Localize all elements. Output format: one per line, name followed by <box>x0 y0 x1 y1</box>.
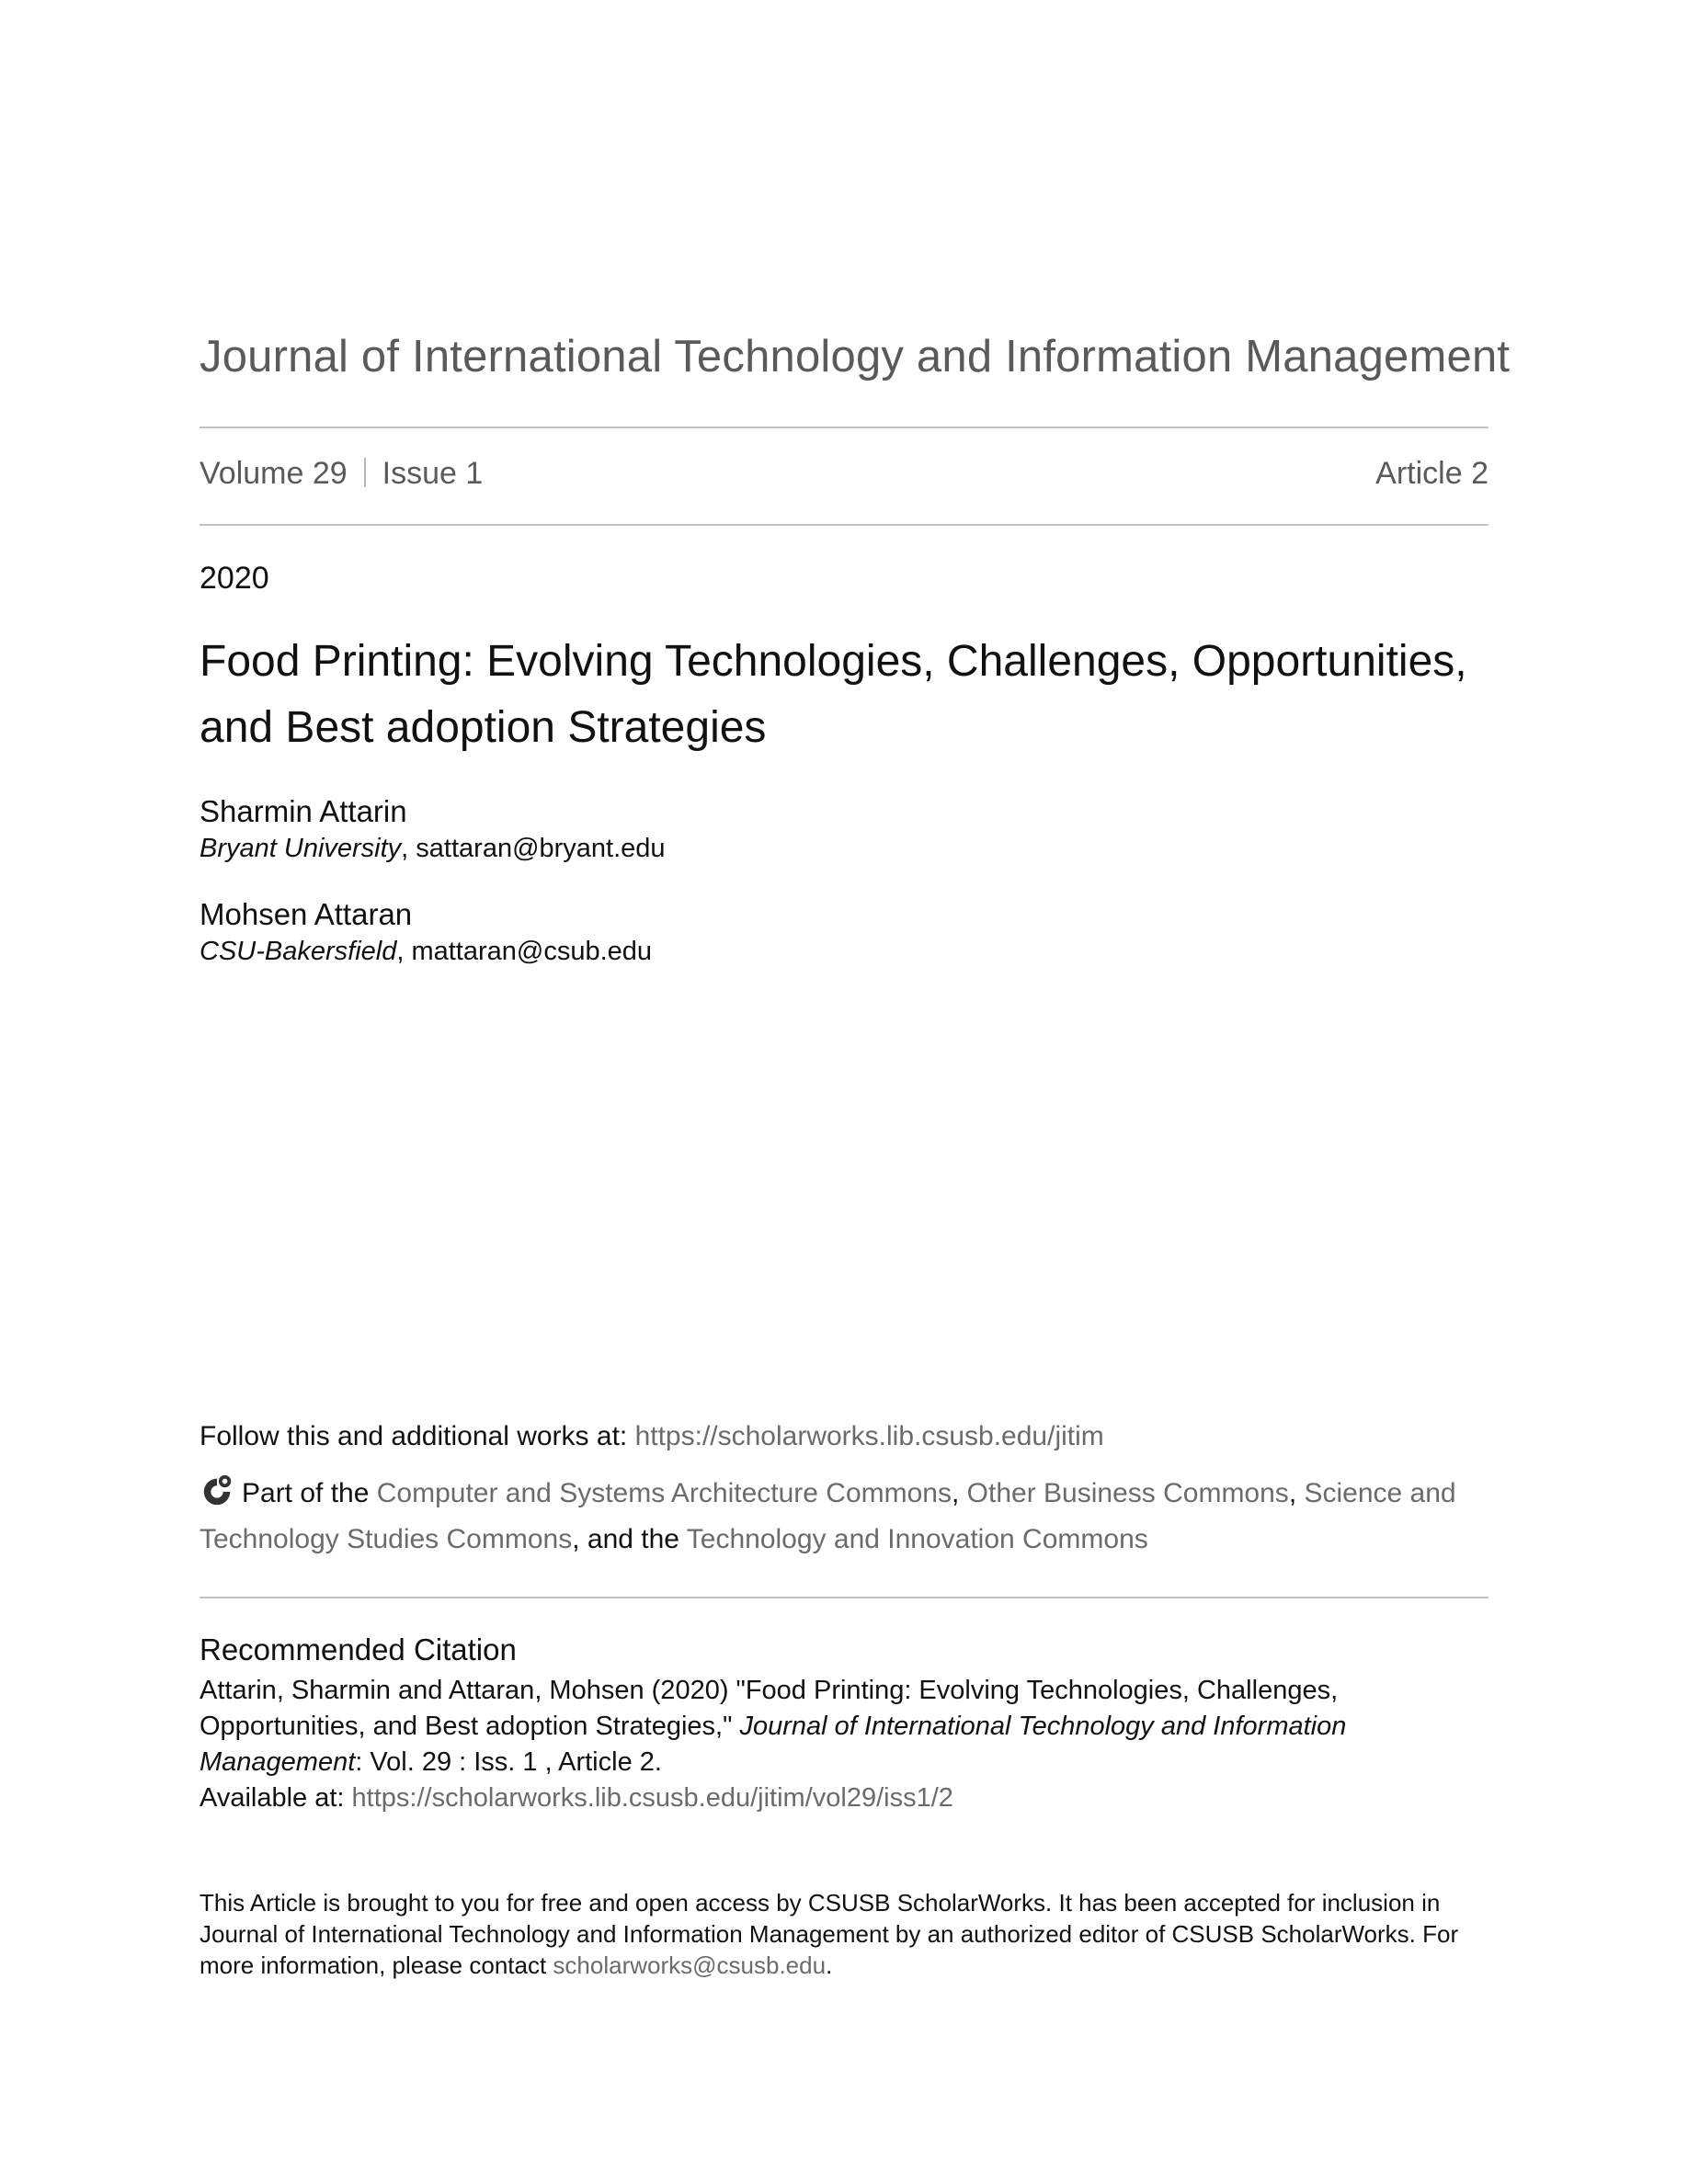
follow-label: Follow this and additional works at: <box>200 1421 635 1451</box>
separator-comma: , <box>952 1478 967 1508</box>
author-block <box>200 792 666 866</box>
author-institution: CSU-Bakersfield <box>200 937 397 966</box>
author-email: , sattaran@bryant.edu <box>401 834 666 863</box>
follow-line <box>200 1421 1104 1452</box>
author-name: Mohsen Attaran <box>200 897 413 931</box>
part-of-line <box>200 1471 1488 1563</box>
author-affiliation <box>200 831 666 866</box>
volume-link[interactable]: Volume 29 <box>200 456 348 491</box>
commons-link[interactable]: Computer and Systems Architecture Commons <box>376 1478 952 1508</box>
citation-body: Attarin, Sharmin and Attaran, Mohsen (2020) "Food Printing: Evolving Technologies, Challenges, Opportunities, and Best adoption Strategies," <box>200 1676 1339 1741</box>
divider-citation <box>200 1597 1488 1598</box>
issue-line <box>200 456 1488 492</box>
creative-commons-icon <box>200 1473 234 1507</box>
article-number: Article 2 <box>1375 456 1488 491</box>
author-email: , mattaran@csub.edu <box>396 937 653 966</box>
article-title: Food Printing: Evolving Technologies, Challenges, Opportunities, and Best adoption Strategies <box>200 637 1467 752</box>
divider-issue <box>200 524 1488 526</box>
notice-text: This Article is brought to you for free and open access by CSUSB ScholarWorks. It has been accepted for inclusion in Journal of International Technology and Information Management by an authorized editor of CSUSB ScholarWorks. For more information, please contact <box>200 1889 1459 1979</box>
available-label: Available at: <box>200 1783 352 1813</box>
cover-page <box>200 0 1511 2184</box>
divider-top <box>200 427 1488 428</box>
citation-text <box>200 1673 1488 1816</box>
commons-link[interactable]: Technology and Innovation Commons <box>686 1524 1148 1554</box>
publication-year: 2020 <box>200 561 269 596</box>
separator-and: , and the <box>572 1524 687 1554</box>
part-of-prefix: Part of the <box>242 1478 377 1508</box>
issue-link[interactable]: Issue 1 <box>382 456 484 491</box>
notice-end: . <box>826 1951 833 1979</box>
author-institution: Bryant University <box>200 834 402 863</box>
available-link[interactable]: https://scholarworks.lib.csusb.edu/jitim/vol29/iss1/2 <box>351 1783 953 1813</box>
citation-volume: : Vol. 29 : Iss. 1 , Article 2. <box>355 1747 662 1777</box>
author-block <box>200 895 652 969</box>
access-notice <box>200 1887 1488 1981</box>
contact-email-link[interactable]: scholarworks@csusb.edu <box>553 1951 827 1979</box>
author-affiliation <box>200 934 652 969</box>
separator-comma: , <box>1288 1478 1305 1508</box>
issue-separator <box>364 458 366 487</box>
commons-link[interactable]: Other Business Commons <box>966 1478 1289 1508</box>
citation-journal: Journal of International Technology and Information Management <box>200 1712 1347 1777</box>
author-name: Sharmin Attarin <box>200 794 407 828</box>
follow-link[interactable]: https://scholarworks.lib.csusb.edu/jitim <box>634 1421 1104 1451</box>
citation-heading: Recommended Citation <box>200 1632 517 1666</box>
journal-title: Journal of International Technology and Information Management <box>200 332 1511 381</box>
commons-link[interactable]: Science and Technology Studies Commons <box>200 1478 1456 1554</box>
